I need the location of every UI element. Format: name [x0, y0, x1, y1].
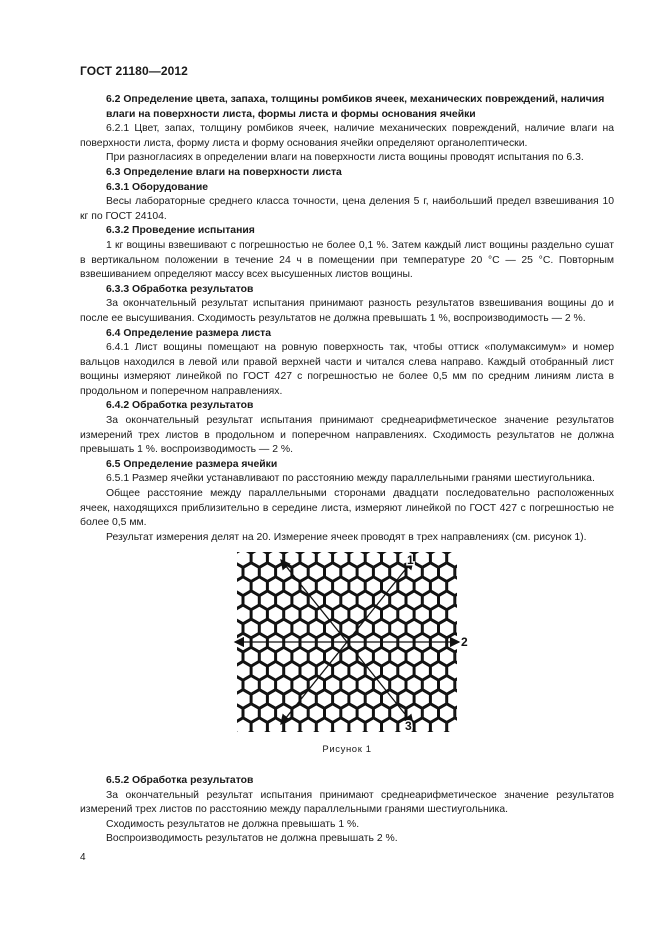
- honeycomb-cell: [399, 606, 414, 623]
- honeycomb-cell: [309, 705, 324, 722]
- honeycomb-cell: [350, 719, 365, 736]
- honeycomb-cell: [301, 578, 316, 595]
- honeycomb-cell: [227, 564, 242, 581]
- honeycomb-cell: [472, 677, 487, 694]
- honeycomb-cell: [415, 663, 430, 680]
- honeycomb-cell: [456, 592, 471, 609]
- honeycomb-cell: [252, 578, 267, 595]
- honeycomb-cell: [423, 620, 438, 637]
- honeycomb-cell: [309, 592, 324, 609]
- honeycomb-cell: [399, 578, 414, 595]
- honeycomb-cell: [244, 564, 259, 581]
- honeycomb-cell: [325, 592, 340, 609]
- honeycomb-cell: [260, 564, 275, 581]
- honeycomb-cell: [342, 677, 357, 694]
- honeycomb-cell: [244, 592, 259, 609]
- honeycomb-cell: [293, 677, 308, 694]
- honeycomb-cell: [456, 564, 471, 581]
- honeycomb-cell: [227, 733, 242, 742]
- honeycomb-cell: [268, 719, 283, 736]
- honeycomb-cell: [325, 677, 340, 694]
- section-heading: 6.5.2 Обработка результатов: [106, 775, 254, 786]
- honeycomb-cell: [390, 705, 405, 722]
- section-heading: 6.2 Определение цвета, запаха, толщины ромбиков ячеек, механических повреждений, наличия влаги на поверхности листа, формы листа и формы основания ячейки: [106, 94, 605, 120]
- section-heading: 6.3.3 Обработка результатов: [106, 283, 254, 295]
- honeycomb-cell: [268, 691, 283, 708]
- honeycomb-cell: [456, 733, 471, 742]
- honeycomb-cell: [374, 620, 389, 637]
- section-6-2-to-6-5-1: [80, 93, 614, 545]
- honeycomb-cell: [236, 663, 251, 680]
- honeycomb-cell: [276, 677, 291, 694]
- section-heading: 6.5 Определение размера ячейки: [106, 458, 278, 470]
- honeycomb-cell: [333, 663, 348, 680]
- honeycomb-cell: [390, 733, 405, 742]
- figure-1-honeycomb: [80, 552, 614, 742]
- honeycomb-cell: [374, 649, 389, 666]
- honeycomb-cell: [431, 691, 446, 708]
- honeycomb-cell: [219, 552, 234, 567]
- honeycomb-cell: [276, 620, 291, 637]
- honeycomb-cell: [472, 564, 487, 581]
- honeycomb-cell: [317, 578, 332, 595]
- honeycomb-cell: [293, 649, 308, 666]
- honeycomb-cell: [439, 705, 454, 722]
- honeycomb-cell: [325, 564, 340, 581]
- honeycomb-cell: [342, 564, 357, 581]
- section-heading: 6.3.2 Проведение испытания: [106, 225, 255, 237]
- honeycomb-cell: [342, 705, 357, 722]
- honeycomb-cell: [244, 705, 259, 722]
- honeycomb-cell: [358, 620, 373, 637]
- honeycomb-cell: [260, 592, 275, 609]
- honeycomb-cell: [415, 578, 430, 595]
- honeycomb-cell: [399, 691, 414, 708]
- honeycomb-cell: [236, 606, 251, 623]
- honeycomb-cell: [301, 663, 316, 680]
- honeycomb-cell: [423, 705, 438, 722]
- honeycomb-cell: [382, 606, 397, 623]
- honeycomb-cell: [423, 733, 438, 742]
- paragraph: За окончательный результат испытания принимают среднеарифметическое значение результатов измерений трех листов в продольном и поперечном направлениях. Сходимость результатов не должна превышать 1 %. воспроизводимость — 2 %.: [80, 415, 614, 456]
- paragraph: При разногласиях в определении влаги на поверхности листа вощины проводят испытания по 6.3.: [106, 152, 584, 164]
- paragraph: За окончательный результат испытания принимают среднеарифметическое значение результатов измерений трех листов по расстоянию между параллельными гранями шестиугольника.: [80, 789, 614, 816]
- honeycomb-cell: [374, 564, 389, 581]
- honeycomb-cell: [374, 733, 389, 742]
- direction-label-1: 1: [407, 553, 414, 568]
- paragraph: 1 кг вощины взвешивают с погрешностью не более 0,1 %. Затем каждый лист вощины раздельно сушат в вертикальном положении в течение 24 ч в помещении при температуре 20 °С — 25 °С. Повторным взвешиванием определяют массу всех высушенных листов вощины.: [80, 239, 614, 281]
- honeycomb-cell: [358, 733, 373, 742]
- honeycomb-diagram: [80, 552, 614, 742]
- honeycomb-cell: [350, 578, 365, 595]
- honeycomb-cell: [472, 733, 487, 742]
- honeycomb-cell: [423, 649, 438, 666]
- honeycomb-cell: [431, 663, 446, 680]
- paragraph: 6.4.1 Лист вощины помещают на ровную поверхность так, чтобы оттиск «полумаксимум» и номер вальцов находился в левой или правой верхней части и читался слева направо. Каждый отобранный лист вощины измеряют линейкой по ГОСТ 427 с погрешностью не более 0,5 мм по средним линиям листа в продольном и поперечном направлениях.: [80, 342, 614, 397]
- honeycomb-cell: [244, 649, 259, 666]
- honeycomb-cell: [464, 691, 479, 708]
- honeycomb-cell: [439, 733, 454, 742]
- honeycomb-cell: [252, 719, 267, 736]
- honeycomb-cell: [350, 663, 365, 680]
- honeycomb-cell: [358, 564, 373, 581]
- section-6-5-2: [80, 774, 614, 847]
- honeycomb-cell: [439, 677, 454, 694]
- honeycomb-cell: [390, 649, 405, 666]
- honeycomb-cell: [407, 592, 422, 609]
- honeycomb-cell: [407, 649, 422, 666]
- figure-caption: Рисунок 1: [322, 744, 372, 756]
- honeycomb-cell: [464, 606, 479, 623]
- honeycomb-cell: [366, 691, 381, 708]
- paragraph: Сходимость результатов не должна превышать 1 %.: [106, 818, 360, 830]
- paragraph: За окончательный результат испытания принимают разность результатов взвешивания вощины до и после ее высушивания. Сходимость результатов не должна превышать 1 %, воспроизводимость — 2 %.: [80, 298, 614, 324]
- honeycomb-cell: [252, 606, 267, 623]
- honeycomb-cell: [309, 677, 324, 694]
- honeycomb-cell: [390, 620, 405, 637]
- honeycomb-cell: [464, 578, 479, 595]
- honeycomb-cell: [382, 719, 397, 736]
- honeycomb-cell: [415, 606, 430, 623]
- honeycomb-cell: [301, 691, 316, 708]
- honeycomb-cell: [284, 663, 299, 680]
- honeycomb-cell: [268, 578, 283, 595]
- honeycomb-cell: [447, 578, 462, 595]
- honeycomb-cell: [472, 620, 487, 637]
- section-heading: 6.3 Определение влаги на поверхности листа: [106, 166, 342, 178]
- paragraph: 6.2.1 Цвет, запах, толщину ромбиков ячеек, наличие механических повреждений, наличие влаги на поверхности листа, форму листа и форму основания ячейки определяют органолептически.: [80, 123, 614, 149]
- honeycomb-cell: [456, 649, 471, 666]
- honeycomb-cell: [293, 733, 308, 742]
- honeycomb-cell: [333, 719, 348, 736]
- paragraph: Общее расстояние между параллельными сторонами двадцати последовательно расположенных ячеек, находящихся приблизительно в середине листа, измеряют линейкой по ГОСТ 427 с погрешностью не более 0,5 мм.: [80, 488, 614, 529]
- paragraph: Воспроизводимость результатов не должна превышать 2 %.: [106, 833, 398, 845]
- honeycomb-cell: [472, 552, 487, 553]
- honeycomb-cell: [399, 663, 414, 680]
- honeycomb-cell: [260, 705, 275, 722]
- honeycomb-cell: [244, 733, 259, 742]
- direction-label-2: 2: [461, 635, 468, 650]
- honeycomb-cell: [456, 552, 471, 553]
- honeycomb-cell: [236, 578, 251, 595]
- honeycomb-cell: [464, 663, 479, 680]
- honeycomb-cell: [325, 620, 340, 637]
- paragraph: Весы лабораторные среднего класса точности, цена деления 5 г, наибольший предел взвешивания 10 кг по ГОСТ 24104.: [80, 196, 614, 222]
- honeycomb-cell: [447, 606, 462, 623]
- honeycomb-cell: [407, 620, 422, 637]
- honeycomb-cell: [456, 677, 471, 694]
- honeycomb-cell: [431, 606, 446, 623]
- section-heading: 6.4.2 Обработка результатов: [106, 400, 254, 412]
- honeycomb-cell: [219, 691, 234, 708]
- honeycomb-cell: [219, 634, 234, 651]
- honeycomb-cell: [301, 719, 316, 736]
- honeycomb-cell: [366, 578, 381, 595]
- honeycomb-cell: [382, 663, 397, 680]
- honeycomb-cell: [439, 564, 454, 581]
- honeycomb-cell: [293, 620, 308, 637]
- honeycomb-cell: [415, 691, 430, 708]
- honeycomb-cell: [472, 649, 487, 666]
- honeycomb-cell: [464, 719, 479, 736]
- document-body: [80, 93, 614, 847]
- honeycomb-cell: [439, 620, 454, 637]
- honeycomb-cell: [325, 649, 340, 666]
- honeycomb-cell: [268, 663, 283, 680]
- honeycomb-cell: [342, 733, 357, 742]
- honeycomb-cell: [260, 649, 275, 666]
- honeycomb-cell: [309, 620, 324, 637]
- honeycomb-cell: [276, 592, 291, 609]
- honeycomb-cell: [358, 592, 373, 609]
- honeycomb-cell: [301, 606, 316, 623]
- honeycomb-cell: [293, 592, 308, 609]
- honeycomb-cell: [317, 691, 332, 708]
- honeycomb-cell: [350, 691, 365, 708]
- honeycomb-cell: [276, 564, 291, 581]
- honeycomb-cell: [227, 620, 242, 637]
- honeycomb-cell: [227, 677, 242, 694]
- paragraph: Результат измерения делят на 20. Измерение ячеек проводят в трех направлениях (см. рисунок 1).: [106, 531, 587, 543]
- honeycomb-cell: [276, 649, 291, 666]
- honeycomb-cell: [219, 578, 234, 595]
- honeycomb-cell: [317, 719, 332, 736]
- honeycomb-cell: [284, 719, 299, 736]
- honeycomb-cell: [415, 719, 430, 736]
- honeycomb-cell: [447, 663, 462, 680]
- honeycomb-cell: [276, 733, 291, 742]
- honeycomb-cell: [439, 592, 454, 609]
- honeycomb-cell: [366, 719, 381, 736]
- honeycomb-cell: [252, 663, 267, 680]
- honeycomb-cell: [342, 592, 357, 609]
- honeycomb-cell: [284, 606, 299, 623]
- honeycomb-cell: [358, 649, 373, 666]
- honeycomb-cell: [244, 677, 259, 694]
- honeycomb-cell: [439, 649, 454, 666]
- honeycomb-cell: [423, 592, 438, 609]
- honeycomb-cell: [407, 677, 422, 694]
- honeycomb-cell: [342, 620, 357, 637]
- honeycomb-cell: [260, 733, 275, 742]
- honeycomb-cell: [407, 733, 422, 742]
- honeycomb-cell: [390, 592, 405, 609]
- paragraph: 6.5.1 Размер ячейки устанавливают по расстоянию между параллельными гранями шестиугольника.: [106, 473, 595, 485]
- honeycomb-cell: [374, 705, 389, 722]
- honeycomb-cell: [309, 733, 324, 742]
- section-heading: 6.4 Определение размера листа: [106, 327, 272, 339]
- honeycomb-cell: [227, 705, 242, 722]
- honeycomb-cell: [431, 578, 446, 595]
- honeycomb-cell: [366, 663, 381, 680]
- honeycomb-cell: [260, 620, 275, 637]
- honeycomb-cell: [358, 677, 373, 694]
- honeycomb-cell: [227, 592, 242, 609]
- honeycomb-cell: [236, 691, 251, 708]
- honeycomb-cell: [464, 552, 479, 567]
- honeycomb-cell: [472, 592, 487, 609]
- honeycomb-cell: [423, 564, 438, 581]
- direction-label-3: 3: [405, 719, 412, 734]
- honeycomb-cell: [431, 719, 446, 736]
- honeycomb-cell: [252, 691, 267, 708]
- honeycomb-cell: [244, 620, 259, 637]
- honeycomb-cell: [333, 606, 348, 623]
- honeycomb-cell: [447, 719, 462, 736]
- honeycomb-cell: [219, 606, 234, 623]
- honeycomb-cell: [350, 606, 365, 623]
- honeycomb-cell: [236, 719, 251, 736]
- honeycomb-cell: [325, 733, 340, 742]
- section-heading: 6.3.1 Оборудование: [106, 181, 208, 193]
- honeycomb-cell: [309, 564, 324, 581]
- honeycomb-cell: [309, 649, 324, 666]
- honeycomb-cell: [325, 705, 340, 722]
- honeycomb-cell: [423, 677, 438, 694]
- honeycomb-cell: [219, 719, 234, 736]
- honeycomb-cell: [447, 691, 462, 708]
- honeycomb-cell: [260, 677, 275, 694]
- honeycomb-cell: [390, 677, 405, 694]
- page-number: 4: [80, 852, 86, 863]
- honeycomb-cell: [227, 649, 242, 666]
- honeycomb-cell: [456, 705, 471, 722]
- honeycomb-cell: [333, 691, 348, 708]
- honeycomb-cell: [382, 691, 397, 708]
- honeycomb-cell: [382, 578, 397, 595]
- document-header-id: ГОСТ 21180—2012: [80, 64, 188, 78]
- honeycomb-cell: [268, 606, 283, 623]
- honeycomb-cell: [358, 705, 373, 722]
- honeycomb-cell: [219, 663, 234, 680]
- honeycomb-cell: [333, 578, 348, 595]
- honeycomb-cell: [472, 705, 487, 722]
